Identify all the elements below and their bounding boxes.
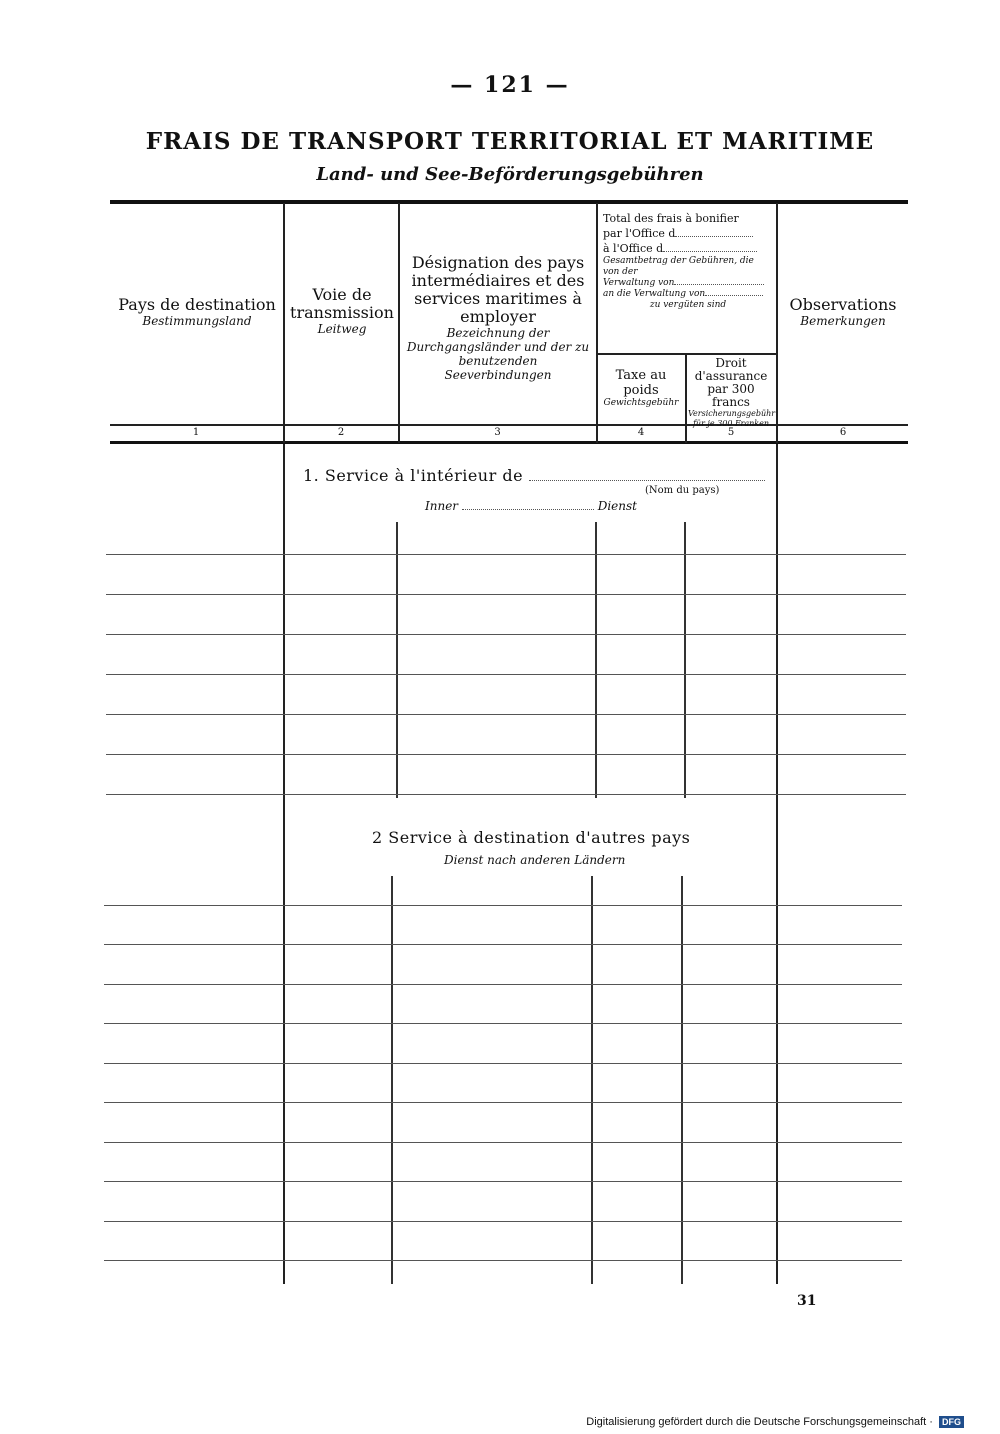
section-2-title: 2 Service à destination d'autres pays [372,828,691,847]
header-bottom-rule [110,424,908,426]
administration-blank[interactable] [674,284,764,285]
section-2-divider [391,876,393,1284]
table-row[interactable] [104,1181,902,1182]
table-top-rule [110,200,908,204]
header-divider [776,203,778,443]
table-row[interactable] [104,984,902,985]
column-header-destination: Pays de destination Bestimmungsland [118,295,276,328]
office-blank[interactable] [663,251,757,252]
column-header-observations: Observations Bemerkungen [789,295,897,328]
page-title: FRAIS DE TRANSPORT TERRITORIAL ET MARITIME [145,128,875,155]
sheet-number: 31 [797,1293,817,1309]
section-1-title: 1. Service à l'intérieur de [303,466,773,485]
column-header-designation: Désignation des pays intermédiaires et des services maritimes à employer Bezeichnung der Durchgangsländer und der zu benutzenden Seeverbindungen [406,253,590,382]
table-row[interactable] [106,594,906,595]
country-name-hint: (Nom du pays) [645,485,720,496]
office-blank[interactable] [675,236,753,237]
header-divider [596,203,598,443]
column-number: 6 [839,427,847,438]
table-row[interactable] [106,634,906,635]
column-divider [283,444,285,1284]
table-row[interactable] [106,674,906,675]
digitization-footer: Digitalisierung gefördert durch die Deutsche Forschungsgemeinschaft · DFG [586,1416,964,1428]
table-row[interactable] [104,905,902,906]
total-charges-block: Total des frais à bonifier par l'Office d à l'Office d Gesamtbetrag der Gebühren, die von der Verwaltung von an die Verwaltung von zu vergüten sind [603,211,773,311]
header-divider [283,203,285,443]
column-divider [776,444,778,1284]
table-row[interactable] [104,1260,902,1261]
header-divider [398,203,400,443]
section-2-divider [591,876,593,1284]
dfg-logo: DFG [939,1416,964,1428]
section-1-german: Inner Dienst [425,499,637,513]
page-subtitle: Land- und See-Beförderungsgebühren [316,164,704,185]
column-number: 4 [637,427,645,438]
column-number-rule [110,441,908,444]
table-row[interactable] [106,794,906,795]
column-header-insurance: Droit d'assurance par 300 francs Versicherungsgebühr für je 300 Franken [688,356,776,428]
section-2-divider [681,876,683,1284]
table-row[interactable] [106,714,906,715]
column-number: 2 [337,427,345,438]
table-row[interactable] [104,1023,902,1024]
column-number: 5 [727,427,735,438]
total-block-rule [597,353,777,355]
administration-blank[interactable] [705,295,763,296]
country-name-field[interactable] [529,480,765,481]
page-number: — 121 — [450,72,570,98]
column-number: 1 [192,427,200,438]
table-row[interactable] [104,1063,902,1064]
section-2-german: Dienst nach anderen Ländern [444,853,626,867]
inner-service-field[interactable] [462,509,594,510]
table-row[interactable] [104,1221,902,1222]
table-row[interactable] [104,1102,902,1103]
table-row[interactable] [106,754,906,755]
table-row[interactable] [106,554,906,555]
section-1-divider [396,522,398,798]
column-header-route: Voie de transmission Leitweg [290,285,394,336]
column-number: 3 [494,427,501,438]
table-row[interactable] [104,944,902,945]
column-header-weight-fee: Taxe au poids Gewichtsgebühr [603,368,679,408]
section-1-divider [595,522,597,798]
section-1-divider [684,522,686,798]
table-row[interactable] [104,1142,902,1143]
